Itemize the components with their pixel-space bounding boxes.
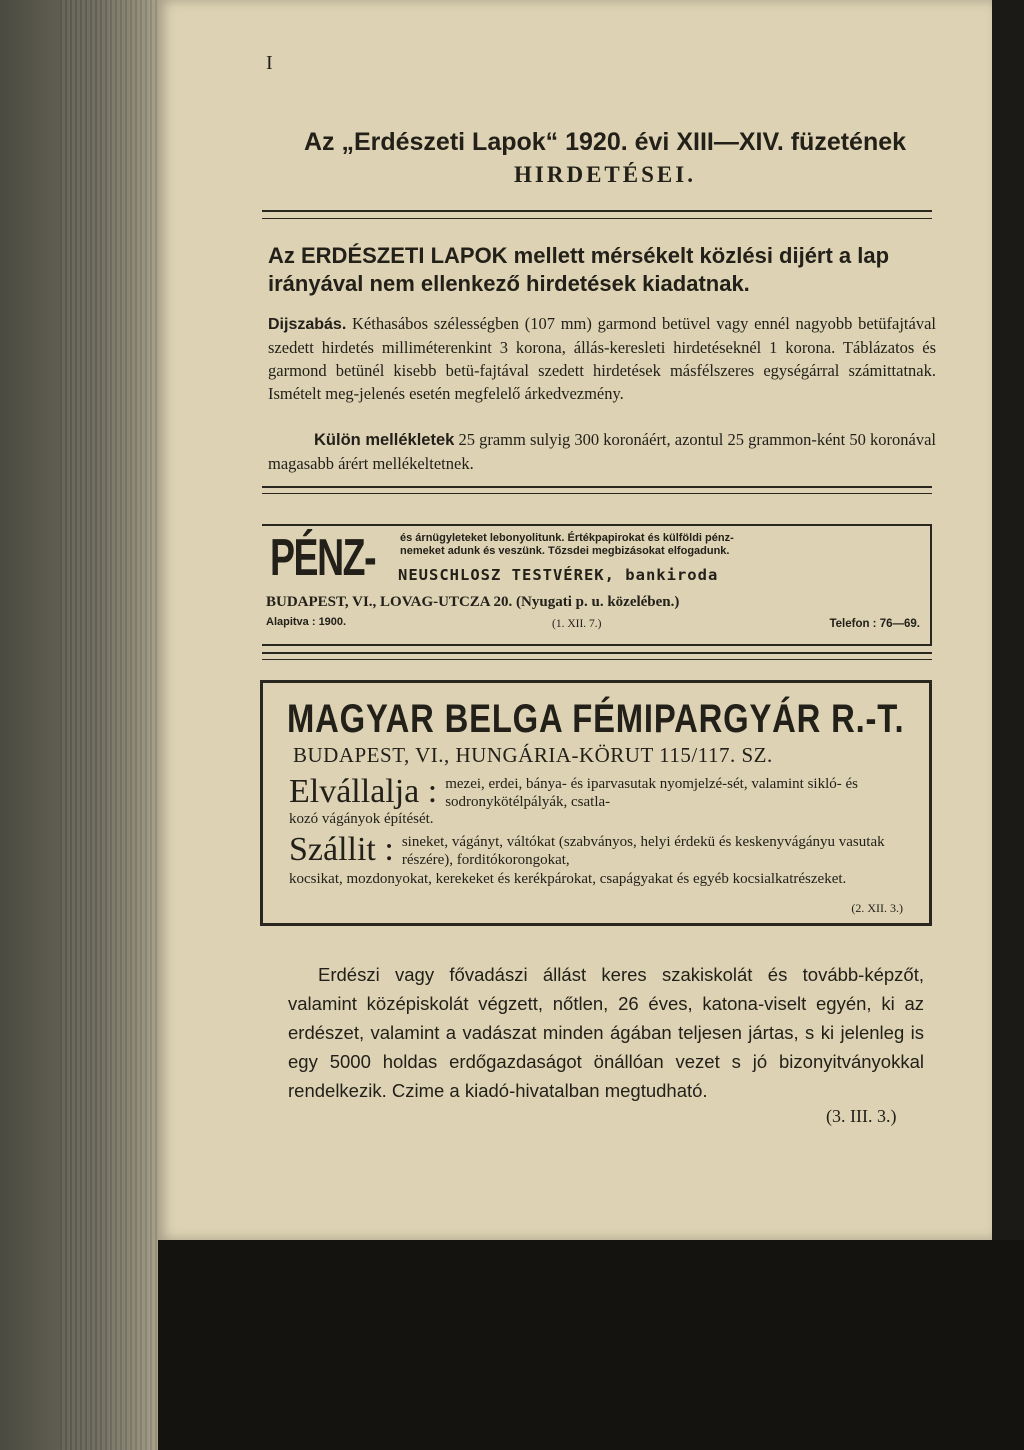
supplement-paragraph [268, 428, 936, 475]
factory-name: MAGYAR BELGA FÉMIPARGYÁR R.-T. [287, 697, 905, 741]
factory-offer [289, 775, 905, 811]
bank-company-name: NEUSCHLOSZ TESTVÉREK, bankiroda [398, 566, 719, 584]
supplement-label: Külön mellékletek [314, 431, 455, 449]
header-rule-bottom [262, 218, 932, 219]
bank-phone: Telefon : 76—69. [829, 618, 920, 630]
intro-lead: Az ERDÉSZETI LAPOK mellett mérsékelt közlési dijért a lap irányával nem ellenkező hirdetések kiadatnak. [268, 243, 890, 296]
bank-ad-text-line1: és árnügyleteket lebonyolitunk. Értékpapirokat és külföldi pénz- [400, 532, 734, 544]
bottom-background [158, 1240, 1024, 1450]
page-number: I [266, 52, 273, 74]
bank-ad-code: (1. XII. 7.) [552, 618, 602, 630]
bank-advertisement [262, 524, 932, 646]
fee-label: Dijszabás. [268, 316, 347, 333]
right-background [992, 0, 1024, 1240]
factory-offer-continued: kozó vágányok építését. [289, 811, 434, 827]
fee-text: Kéthasábos szélességben (107 mm) garmond betüvel vagy ennél nagyobb betüfajtával szedett hirdetés milliméterenkint 3 korona, állás-keresleti hirdetéseknél 1 korona. Táblázatos és garmond betünél kisebb betü-fajtával szedett hirdetések másfélszeres egységárral számittatnak. Ismételt meg-jelenés esetén megfelelő árkedvezmény. [268, 314, 936, 403]
factory-supply-text: sineket, vágányt, váltókat (szabványos, helyi érdekü és keskenyvágányu vasutak részére), forditókorongokat, [401, 834, 885, 868]
factory-address: BUDAPEST, VI., HUNGÁRIA-KÖRUT 115/117. SZ. [293, 743, 773, 767]
bank-address: BUDAPEST, VI., LOVAG-UTCZA 20. (Nyugati p. u. közelében.) [266, 594, 680, 610]
job-ad-code: (3. III. 3.) [826, 1106, 897, 1126]
page-title: Az „Erdészeti Lapok“ 1920. évi XIII—XIV. füzetének [303, 128, 907, 156]
factory-supply [289, 833, 905, 869]
intro-rule-bottom [262, 493, 932, 494]
factory-ad-code: (2. XII. 3.) [851, 901, 903, 915]
factory-supply-continued: kocsikat, mozdonyokat, kerekeket és kerékpárokat, csapágyakat és egyéb kocsialkatrészeket. [289, 871, 847, 887]
bank-ad-headline: PÉNZ- [270, 529, 376, 587]
bank-ad-text-line2: nemeket adunk és veszünk. Tőzsdei megbizásokat elfogadunk. [400, 545, 730, 557]
ad-separator-top [262, 652, 932, 654]
header-rule-top [262, 210, 932, 212]
job-seeker-ad: Erdészi vagy fővadászi állást keres szakiskolát és tovább-képzőt, valamint középiskolát végzett, nőtlen, 26 éves, katona-viselt egyén, ki az erdészet, valamint a vadászat minden ágában teljesen jártas, s ki jelenleg is egy 5000 holdas erdőgazdaságot önállóan vezet s jó bizonyitványokkal rendelkezik. Czime a kiadó-hivatalban megtudható. [288, 964, 924, 1101]
bank-founded: Alapitva : 1900. [266, 616, 347, 628]
page-subtitle: HIRDETÉSEI. [514, 162, 696, 187]
ad-separator-bottom [262, 659, 932, 660]
factory-advertisement [260, 680, 932, 926]
page-edge-texture [60, 0, 170, 1450]
factory-supply-label: Szállit : [289, 831, 394, 868]
factory-offer-text: mezei, erdei, bánya- és iparvasutak nyomjelzé-sét, valamint sikló- és sodronykötélpályák, csatla- [445, 776, 858, 810]
bank-ad-text [400, 532, 928, 558]
supplement-text: 25 gramm sulyig 300 koronáért, azontul 25 grammon-ként 50 koronával magasabb árért mellékeltetnek. [268, 430, 936, 473]
intro-rule-top [262, 486, 932, 488]
fee-paragraph [268, 312, 936, 405]
factory-offer-label: Elvállalja : [289, 773, 438, 810]
